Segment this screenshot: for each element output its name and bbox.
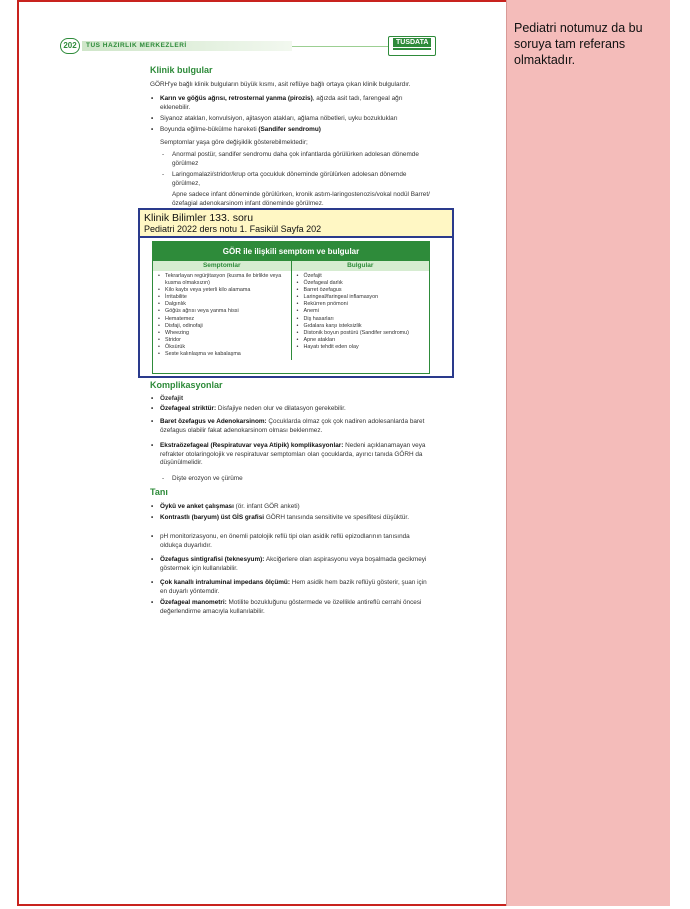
table-list-item: • Laringeal/faringeal inflamasyon [304, 294, 426, 301]
table-list-item: • Özefajit [304, 273, 426, 280]
table-list-item: • Seste kalınlaşma ve kabalaşma [165, 351, 287, 358]
side-panel [506, 0, 670, 906]
komp-bullet-2: • Özefageal striktür: Disfajiye neden olur ve dilatasyon gerekebilir. [160, 405, 432, 414]
table-list-item: • Rekürren pnömoni [304, 301, 426, 308]
table-list-item: • Hayatı tehdit eden olay [304, 344, 426, 351]
age-dash-2: - Laringomalazi/stridor/krup orta çocukluk döneminde görülürken adolesan dönemde görülmez, [172, 171, 432, 188]
komp-bullet-4: • Ekstraözefageal (Respiratuvar veya Atipik) komplikasyonlar: Nedeni açıklanamayan veya refrakter otolaringolojik ve respiratuvar semptomları olan çocuklarda, ayırıcı tanıda GÖRH da düşünülmelidir. [160, 442, 432, 468]
table-list-item: • Gıdalara karşı isteksizlik [304, 323, 426, 330]
tani-bullet-2: • Kontrastlı (baryum) üst GİS grafisi GÖRH tanısında sensitivite ve spesifitesi düşüktür. [160, 514, 432, 523]
table-list-item: • Kilo kaybı veya yeterli kilo alamama [165, 287, 287, 294]
header-rule [292, 46, 388, 47]
annotation-line-1: Klinik Bilimler 133. soru [144, 212, 254, 224]
section-title-tani: Tanı [150, 487, 168, 497]
table-list-item: • Dalgınlık [165, 301, 287, 308]
table-col-bulgular: Bulgular [292, 261, 430, 271]
tani-bullet-3: • pH monitorizasyonu, en önemli patolojik reflü tipi olan asidik reflü epizodlarının tanısında oldukça duyarlıdır. [160, 533, 432, 550]
section-title-komplikasyon: Komplikasyonlar [150, 380, 223, 390]
section-title-klinik: Klinik bulgular [150, 65, 213, 75]
klinik-intro: GÖRH'ye bağlı klinik bulguların büyük kısmı, asit reflüye bağlı ortaya çıkan klinik bulgulardır. [150, 81, 411, 88]
annotation-header [140, 210, 452, 238]
page-number: 202 [60, 38, 80, 54]
header-title: TUS HAZIRLIK MERKEZLERİ [86, 42, 187, 49]
tani-bullet-5: • Çok kanallı intraluminal impedans ölçümü: Hem asidik hem bazik reflüyü gösterir, şuan için en duyarlı yöntemdir. [160, 579, 432, 596]
komp-dash-1: - Dişte erozyon ve çürüme [172, 475, 432, 484]
publisher-logo [388, 36, 436, 56]
tani-bullet-4: • Özefagus sintigrafisi (teknesyum): Akciğerlere olan aspirasyonu veya boşalmada gecikmeyi göstermek için kullanılabilir. [160, 556, 432, 573]
table-list-item: • Distonik boyun postürü (Sandifer sendromu) [304, 330, 426, 337]
table-list-item: • Öksürük [165, 344, 287, 351]
table-list-item: • Hematemez [165, 316, 287, 323]
table-list-item: • Stridor [165, 337, 287, 344]
tani-bullet-1: • Öykü ve anket çalışması (ör. infant GÖR anketi) [160, 503, 432, 512]
age-dash-3: - Apne sadece infant döneminde görülürken, kronik astım-laringostenozis/vokal nodül Barret/özefagial adenokarsinom infant döneminde görülmez. [172, 191, 432, 208]
page-header [60, 38, 432, 54]
table-col-semptomlar: Semptomlar [153, 261, 292, 271]
table-list-item: • İrritabilite [165, 294, 287, 301]
table-list-item: • Barret özefagus [304, 287, 426, 294]
tani-bullet-6: • Özefageal manometri: Motilite bozukluğunu göstermede ve özellikle antireflü cerrahi öncesi değerlendirme amacıyla kullanılabilir. [160, 599, 432, 616]
annotation-box [138, 208, 454, 378]
table-list-item: • Wheezing [165, 330, 287, 337]
table-list-item: • Diş hasarları [304, 316, 426, 323]
table-title: GÖR ile ilişkili semptom ve bulgular [153, 242, 429, 261]
table-list-item: • Göğüs ağrısı veya yanma hissi [165, 308, 287, 315]
komp-bullet-1: • Özefajit [160, 395, 432, 404]
table-list-item: • Apne atakları [304, 337, 426, 344]
table-list-item: • Tekrarlayan regürjitasyon (kusma ile birlikte veya kusma olmaksızın) [165, 273, 287, 287]
table-list-item: • Özefageal darlık [304, 280, 426, 287]
logo-underline [393, 48, 431, 50]
table-list-item: • Disfaji, odinofaji [165, 323, 287, 330]
logo-text: TUSDATA [393, 38, 431, 47]
age-intro: Semptomlar yaşa göre değişiklik gösterebilmektedir; [160, 139, 308, 146]
age-dash-1: - Anormal postür, sandifer sendromu daha çok infantlarda görülürken adolesan dönemde görülmez [172, 151, 432, 168]
klinik-bullet-1: • Karın ve göğüs ağrısı, retrosternal yanma (pirozis), ağızda asit tadı, farengeal ağrı eklenebilir. [160, 95, 432, 112]
klinik-bullet-2: • Siyanoz atakları, konvulsiyon, ajitasyon atakları, ağlama nöbetleri, uyku bozuklukları [160, 115, 432, 124]
klinik-bullet-3: • Boyunda eğilme-bükülme hareketi (Sandifer sendromu) [160, 126, 432, 135]
annotation-line-2: Pediatri 2022 ders notu 1. Fasikül Sayfa 202 [144, 224, 322, 234]
table-list-item: • Anemi [304, 308, 426, 315]
komp-bullet-3: • Baret özefagus ve Adenokarsinom: Çocuklarda olmaz çok çok nadiren adolesanlarda baret özefagus olabilir fakat adenokarsinom olması beklenmez. [160, 418, 432, 435]
side-note: Pediatri notumuz da bu soruya tam referans olmaktadır. [514, 21, 643, 67]
